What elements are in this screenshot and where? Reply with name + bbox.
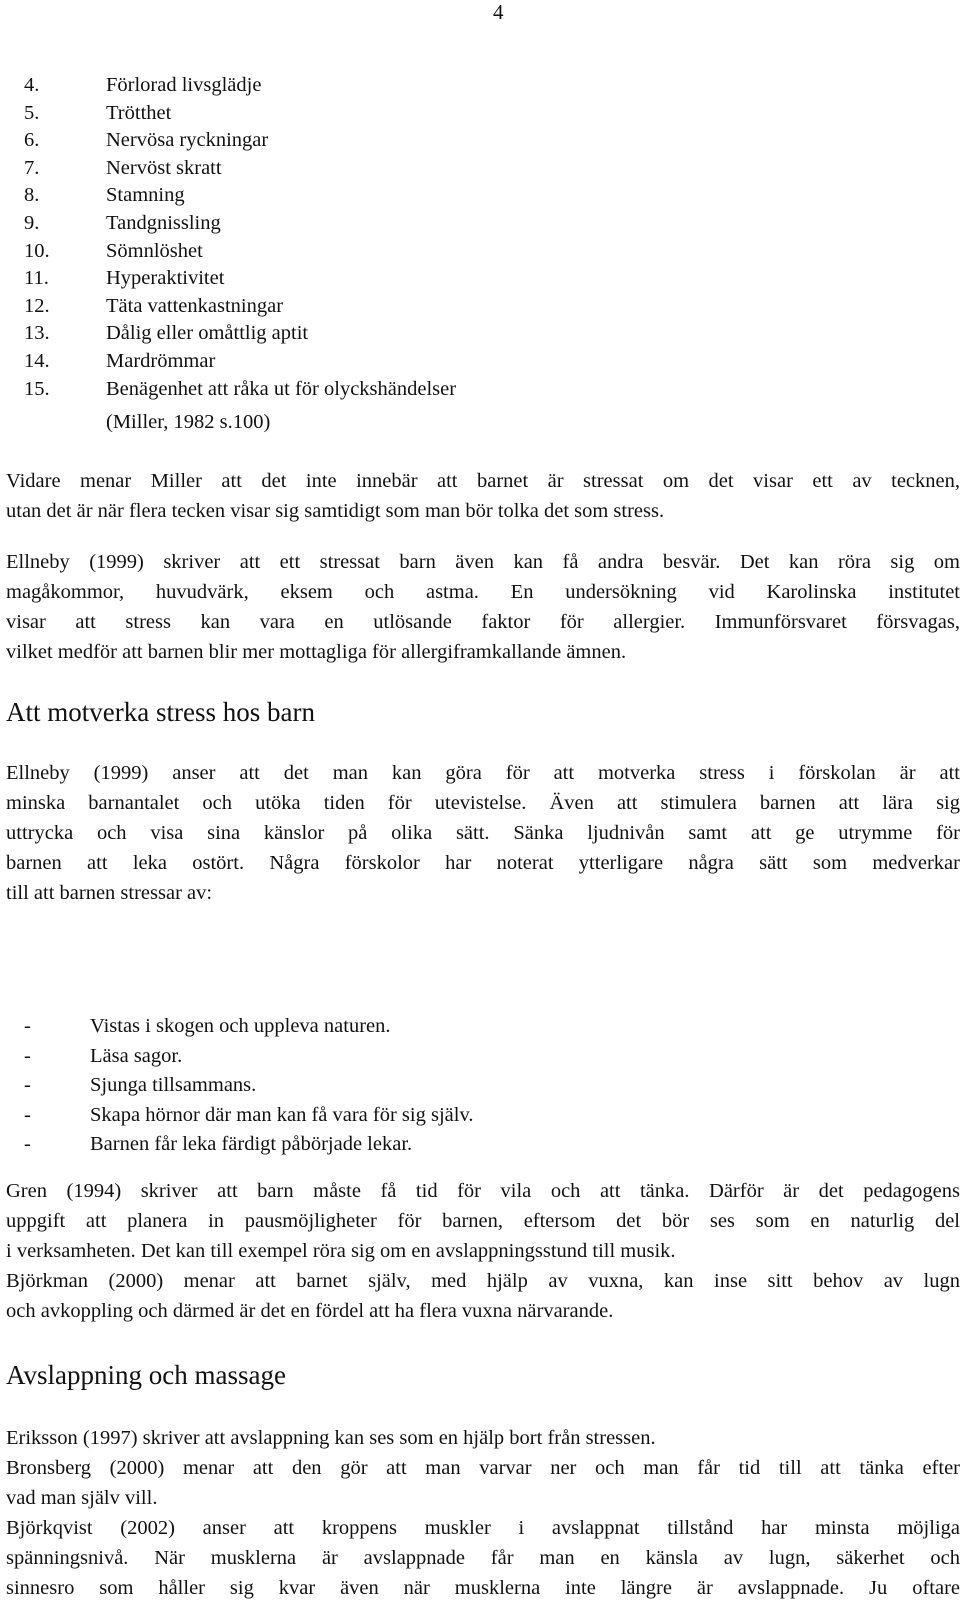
paragraph-line: uttrycka och visa sina känslor på olika sätt. Sänka ljudnivån samt att ge utrymme för bbox=[6, 822, 960, 844]
list-item-text: Hyperaktivitet bbox=[106, 267, 225, 290]
list-item bbox=[24, 1101, 473, 1131]
list-item bbox=[24, 1071, 473, 1101]
section-heading: Att motverka stress hos barn bbox=[6, 697, 315, 727]
list-item-dash: - bbox=[24, 1044, 31, 1067]
paragraph-line: Björkqvist (2002) anser att kroppens muskler i avslappnat tillstånd har minsta möjliga bbox=[6, 1517, 960, 1539]
list-item bbox=[24, 348, 456, 376]
paragraph-line: Eriksson (1997) skriver att avslappning kan ses som en hjälp bort från stressen. bbox=[6, 1427, 656, 1449]
list-item bbox=[24, 127, 456, 155]
list-item-number: 11. bbox=[24, 267, 49, 290]
section-heading: Avslappning och massage bbox=[6, 1360, 286, 1390]
paragraph-line: Gren (1994) skriver att barn måste få tid för vila och att tänka. Därför är det pedagogens bbox=[6, 1180, 960, 1202]
paragraph-line: Ellneby (1999) skriver att ett stressat barn även kan få andra besvär. Det kan röra sig om bbox=[6, 551, 960, 573]
paragraph-gren-bjorkman bbox=[6, 1176, 960, 1326]
list-item bbox=[24, 1042, 473, 1072]
list-item-text: Täta vattenkastningar bbox=[106, 294, 284, 317]
paragraph-line: Björkman (2000) menar att barnet själv, med hjälp av vuxna, kan inse sitt behov av lugn bbox=[6, 1270, 960, 1292]
list-item-number: 12. bbox=[24, 294, 50, 317]
paragraph-line: Ellneby (1999) anser att det man kan göra för att motverka stress i förskolan är att bbox=[6, 762, 960, 784]
list-item-number: 15. bbox=[24, 377, 50, 400]
list-item bbox=[24, 238, 456, 266]
list-item-text: Tandgnissling bbox=[106, 211, 221, 234]
list-item-number: 5. bbox=[24, 101, 40, 124]
dash-list bbox=[24, 1012, 473, 1160]
list-item-number: 9. bbox=[24, 211, 40, 234]
paragraph-line: visar att stress kan vara en utlösande faktor för allergier. Immunförsvaret försvagas, bbox=[6, 611, 960, 633]
list-item bbox=[24, 210, 456, 238]
paragraph-line: barnen att leka ostört. Några förskolor har noterat ytterligare några sätt som medverkar bbox=[6, 852, 960, 874]
list-item-number: 7. bbox=[24, 156, 40, 179]
list-item-number: 13. bbox=[24, 322, 50, 345]
paragraph-line: magåkommor, huvudvärk, eksem och astma. En undersökning vid Karolinska institutet bbox=[6, 581, 960, 603]
list-item-text: Barnen får leka färdigt påbörjade lekar. bbox=[90, 1133, 413, 1155]
list-item-dash: - bbox=[24, 1103, 31, 1126]
list-item-text: Stamning bbox=[106, 184, 185, 207]
list-item bbox=[24, 72, 456, 100]
paragraph-line: i verksamheten. Det kan till exempel röra sig om en avslappningsstund till musik. bbox=[6, 1240, 676, 1262]
list-item-text: Mardrömmar bbox=[106, 349, 216, 372]
paragraph-line: vad man själv vill. bbox=[6, 1487, 158, 1509]
list-item bbox=[24, 1012, 473, 1042]
paragraph-line: sinnesro som håller sig kvar även när musklerna inte längre är avslappnade. Ju oftare bbox=[6, 1577, 960, 1599]
list-item bbox=[24, 376, 456, 404]
list-item-dash: - bbox=[24, 1074, 31, 1096]
paragraph-line: Vidare menar Miller att det inte innebär att barnet är stressat om det visar ett av tecknen, bbox=[6, 470, 960, 492]
paragraph-line: och avkoppling och därmed är det en fördel att ha flera vuxna närvarande. bbox=[6, 1300, 614, 1322]
list-item-number: 10. bbox=[24, 239, 50, 262]
list-item-text: Vistas i skogen och uppleva naturen. bbox=[90, 1015, 391, 1037]
list-item-text: Sjunga tillsammans. bbox=[90, 1074, 257, 1096]
list-item bbox=[24, 1130, 473, 1160]
paragraph-ellneby-motverka bbox=[6, 758, 960, 908]
list-item bbox=[24, 155, 456, 183]
list-item-text: Förlorad livsglädje bbox=[106, 74, 262, 96]
paragraph-line: spänningsnivå. När musklerna är avslappnade får man en känsla av lugn, säkerhet och bbox=[6, 1547, 960, 1569]
list-item bbox=[24, 320, 456, 348]
list-item-text: Benägenhet att råka ut för olyckshändelser bbox=[106, 377, 457, 400]
list-item-text: Sömnlöshet bbox=[106, 239, 203, 262]
list-item-number: 8. bbox=[24, 184, 40, 207]
paragraph-line: vilket medför att barnen blir mer mottagliga för allergiframkallande ämnen. bbox=[6, 641, 627, 663]
paragraph-line: utan det är när flera tecken visar sig samtidigt som man bör tolka det som stress. bbox=[6, 500, 665, 522]
paragraph-line: minska barnantalet och utöka tiden för utevistelse. Även att stimulera barnen att lära sig bbox=[6, 792, 960, 814]
paragraph-avslappning bbox=[6, 1423, 960, 1603]
list-item bbox=[24, 100, 456, 128]
list-item bbox=[24, 182, 456, 210]
list-item-text: Nervöst skratt bbox=[106, 156, 222, 179]
list-item-text: Nervösa ryckningar bbox=[106, 129, 269, 152]
paragraph-ellneby-besvar bbox=[6, 547, 960, 667]
list-item-text: Dålig eller omåttlig aptit bbox=[106, 322, 309, 345]
paragraph-miller bbox=[6, 466, 960, 526]
paragraph-line: Bronsberg (2000) menar att den gör att man varvar ner och man får tid till att tänka efter bbox=[6, 1457, 960, 1479]
numbered-list bbox=[24, 72, 456, 403]
list-item-number: 4. bbox=[24, 74, 40, 96]
list-item bbox=[24, 265, 456, 293]
list-item-dash: - bbox=[24, 1133, 31, 1155]
list-item-text: Läsa sagor. bbox=[90, 1044, 183, 1067]
list-item bbox=[24, 293, 456, 321]
paragraph-line: uppgift att planera in pausmöjligheter för barnen, eftersom det bör ses som en naturlig del bbox=[6, 1210, 960, 1232]
citation: (Miller, 1982 s.100) bbox=[106, 411, 271, 433]
list-item-dash: - bbox=[24, 1015, 31, 1037]
list-item-text: Trötthet bbox=[106, 101, 172, 124]
list-item-number: 6. bbox=[24, 129, 40, 152]
list-item-text: Skapa hörnor där man kan få vara för sig själv. bbox=[90, 1103, 474, 1126]
page-number: 4 bbox=[493, 0, 504, 24]
paragraph-line: till att barnen stressar av: bbox=[6, 882, 213, 904]
list-item-number: 14. bbox=[24, 349, 50, 372]
